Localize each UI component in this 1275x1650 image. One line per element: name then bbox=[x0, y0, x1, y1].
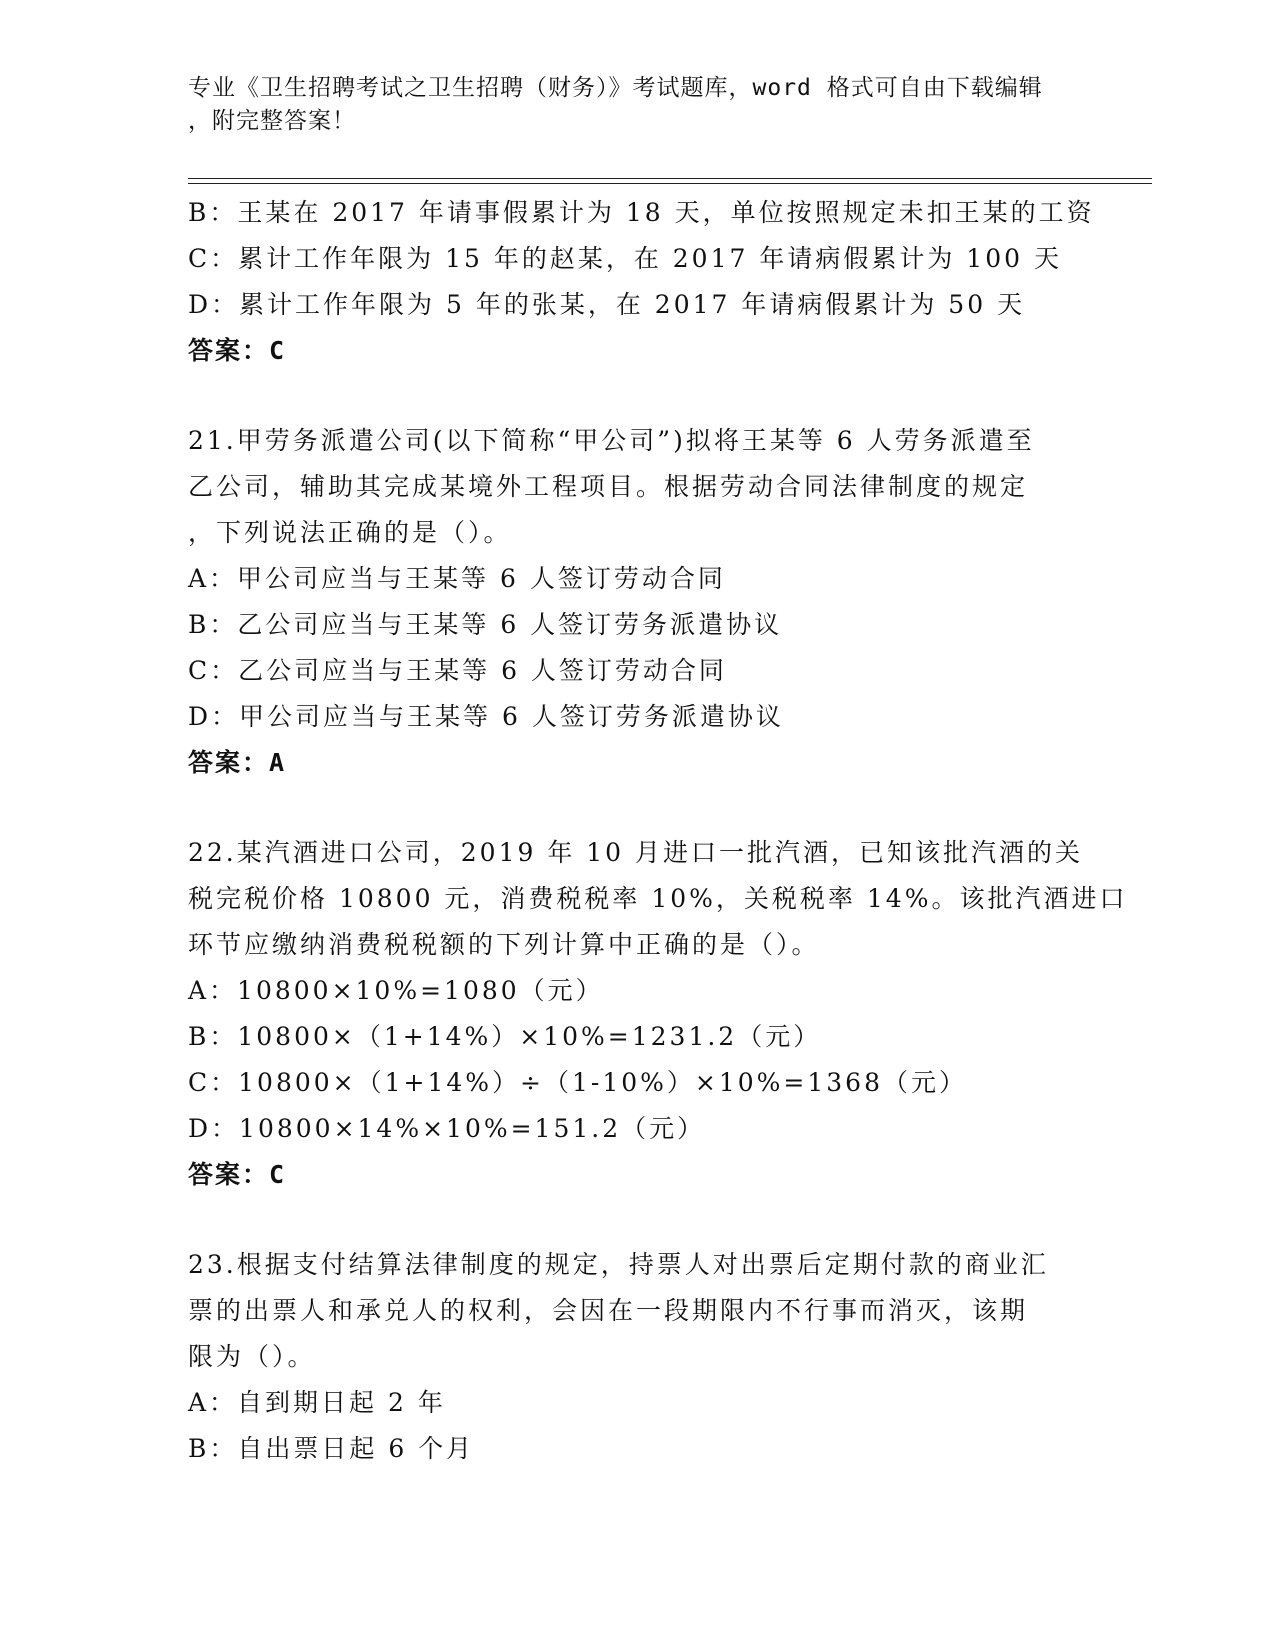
document-header bbox=[188, 72, 1088, 138]
option-c: C：乙公司应当与王某等 6 人签订劳动合同 bbox=[188, 656, 727, 685]
option-b: B：乙公司应当与王某等 6 人签订劳务派遣协议 bbox=[188, 610, 783, 639]
header-line-2: ，附完整答案！ bbox=[188, 108, 356, 134]
question-22 bbox=[188, 830, 1128, 1198]
header-divider-top bbox=[188, 178, 1152, 179]
question-stem-line: 乙公司，辅助其完成某境外工程项目。根据劳动合同法律制度的规定 bbox=[188, 472, 1029, 501]
header-line-1: 专业《卫生招聘考试之卫生招聘（财务）》考试题库，word 格式可自由下载编辑 bbox=[188, 75, 1043, 101]
option-a: A：10800×10%=1080（元） bbox=[188, 976, 604, 1005]
option-d: D：甲公司应当与王某等 6 人签订劳务派遣协议 bbox=[188, 702, 784, 731]
option-b: B：10800×（1+14%）×10%=1231.2（元） bbox=[188, 1022, 822, 1051]
option-b: B：王某在 2017 年请事假累计为 18 天，单位按照规定未扣王某的工资 bbox=[188, 198, 1095, 227]
question-stem-line: 21.甲劳务派遣公司(以下简称“甲公司”)拟将王某等 6 人劳务派遣至 bbox=[188, 426, 1035, 455]
option-b: B：自出票日起 6 个月 bbox=[188, 1434, 475, 1463]
question-stem-line: 23.根据支付结算法律制度的规定，持票人对出票后定期付款的商业汇 bbox=[188, 1250, 1049, 1279]
option-d: D：累计工作年限为 5 年的张某，在 2017 年请病假累计为 50 天 bbox=[188, 290, 1026, 319]
question-23 bbox=[188, 1242, 1088, 1472]
question-stem-line: 22.某汽酒进口公司，2019 年 10 月进口一批汽酒，已知该批汽酒的关 bbox=[188, 838, 1084, 867]
answer-line: 答案：C bbox=[188, 336, 287, 365]
option-c: C：累计工作年限为 15 年的赵某，在 2017 年请病假累计为 100 天 bbox=[188, 244, 1062, 273]
question-stem-line: 票的出票人和承兑人的权利，会因在一段期限内不行事而消灭，该期 bbox=[188, 1296, 1029, 1325]
option-a: A：甲公司应当与王某等 6 人签订劳动合同 bbox=[188, 564, 726, 593]
option-c: C：10800×（1+14%）÷（1-10%）×10%=1368（元） bbox=[188, 1068, 967, 1097]
question-stem-line: 限为（）。 bbox=[188, 1342, 316, 1371]
answer-line: 答案：C bbox=[188, 1160, 287, 1189]
answer-line: 答案：A bbox=[188, 748, 287, 777]
question-20-continued bbox=[188, 190, 1095, 374]
question-content bbox=[188, 190, 1128, 1472]
question-stem-line: ，下列说法正确的是（）。 bbox=[188, 518, 512, 547]
header-divider-bottom bbox=[188, 183, 1152, 184]
question-stem-line: 环节应缴纳消费税税额的下列计算中正确的是（）。 bbox=[188, 930, 820, 959]
question-21 bbox=[188, 418, 1088, 786]
option-d: D：10800×14%×10%=151.2（元） bbox=[188, 1114, 706, 1143]
question-stem-line: 税完税价格 10800 元，消费税税率 10%，关税税率 14%。该批汽酒进口 bbox=[188, 884, 1128, 913]
option-a: A：自到期日起 2 年 bbox=[188, 1388, 446, 1417]
